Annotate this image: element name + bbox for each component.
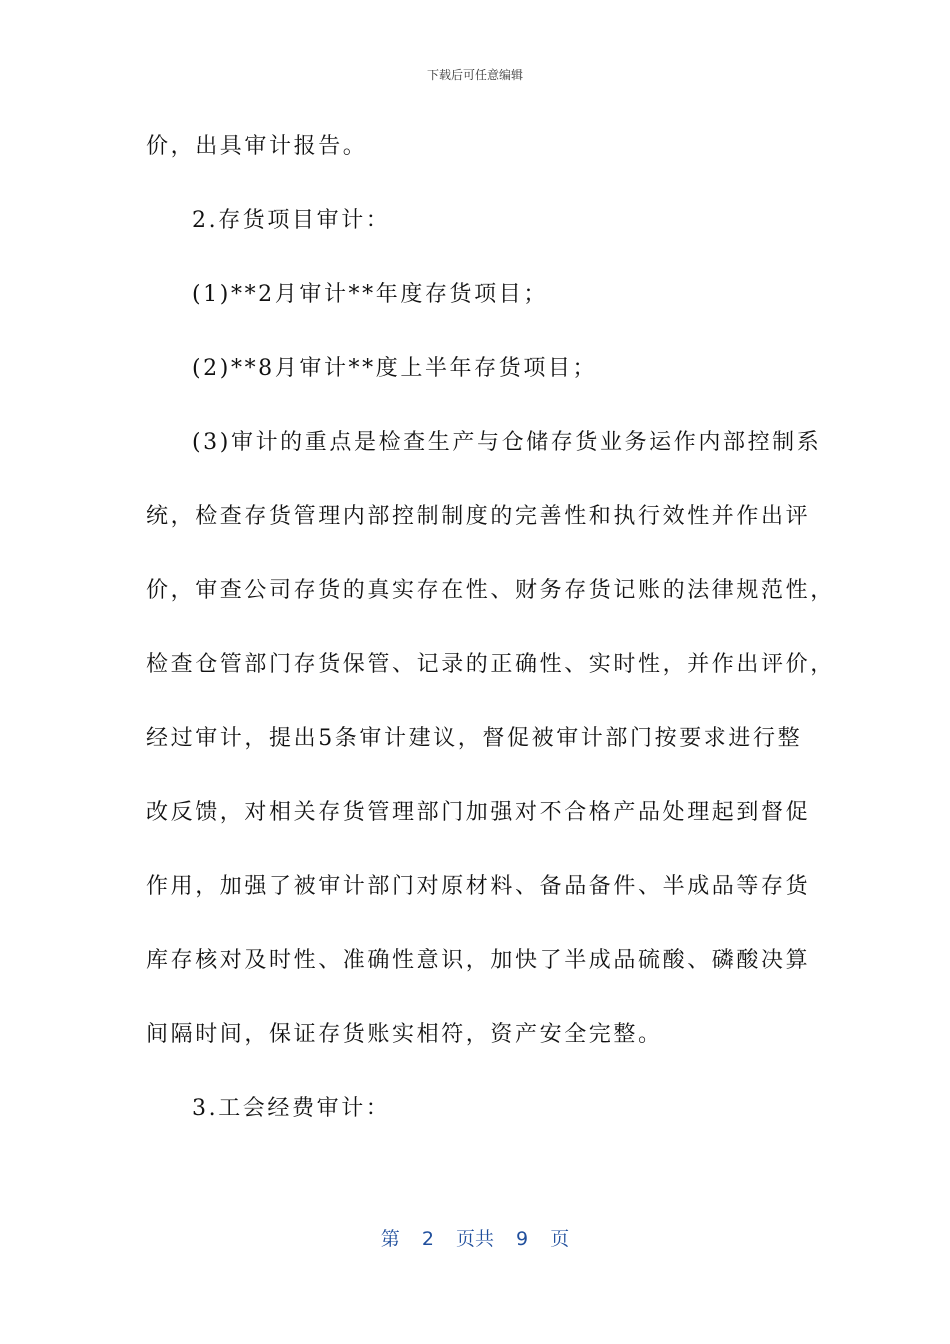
paragraph-line: 统，检查存货管理内部控制制度的完善性和执行效性并作出评	[146, 504, 811, 529]
footer-total-pages: 9	[516, 1228, 529, 1250]
paragraph-line: 经过审计，提出5条审计建议，督促被审计部门按要求进行整	[146, 726, 803, 751]
paragraph-line: 改反馈，对相关存货管理部门加强对不合格产品处理起到督促	[146, 800, 811, 825]
list-item-1: (1)**2月审计**年度存货项目；	[192, 282, 548, 307]
paragraph-line: 价，审查公司存货的真实存在性、财务存货记账的法律规范性，	[146, 578, 835, 603]
paragraph-line: 价，出具审计报告。	[146, 134, 368, 159]
footer-suffix: 页	[550, 1228, 570, 1250]
footer-page-number: 2	[421, 1228, 434, 1250]
paragraph-line: 作用，加强了被审计部门对原材料、备品备件、半成品等存货	[146, 874, 811, 899]
footer-prefix: 第	[380, 1228, 400, 1250]
list-item-3: (3)审计的重点是检查生产与仓储存货业务运作内部控制系	[192, 430, 822, 455]
paragraph-line: 库存核对及时性、准确性意识，加快了半成品硫酸、磷酸决算	[146, 948, 811, 973]
list-item-2: (2)**8月审计**度上半年存货项目；	[192, 356, 598, 381]
page-footer	[0, 1224, 950, 1251]
page-header-note: 下载后可任意编辑	[426, 68, 523, 82]
paragraph-line: 检查仓管部门存货保管、记录的正确性、实时性，并作出评价，	[146, 652, 835, 677]
document-body	[146, 122, 835, 1158]
section-heading-inventory-audit: 2.存货项目审计：	[192, 208, 391, 233]
paragraph-line: 间隔时间，保证存货账实相符，资产安全完整。	[146, 1022, 663, 1047]
footer-middle: 页共	[455, 1228, 494, 1250]
section-heading-union-audit: 3.工会经费审计：	[192, 1096, 391, 1121]
